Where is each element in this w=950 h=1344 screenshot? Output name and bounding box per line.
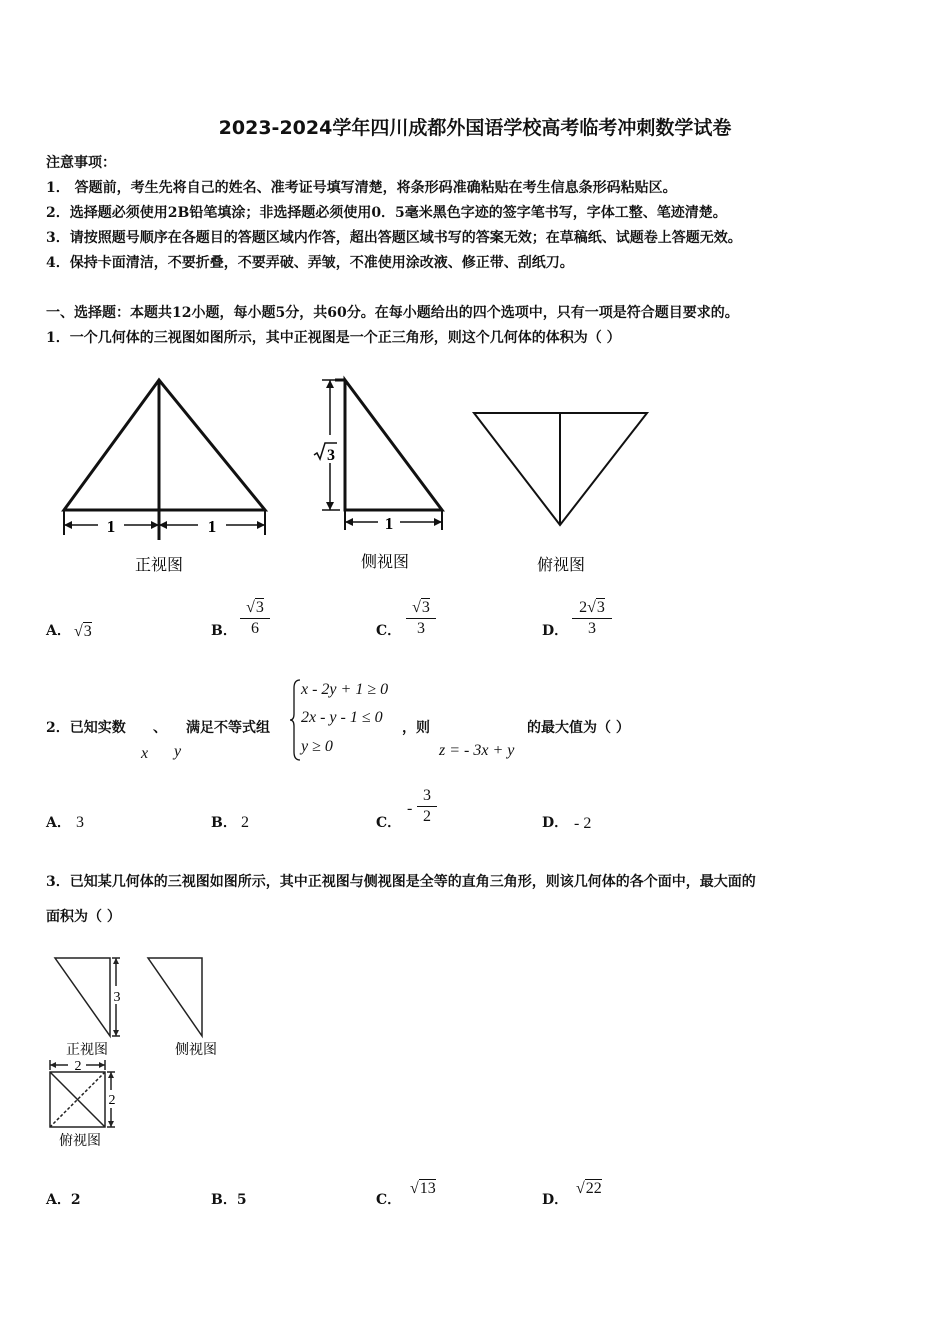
q1-top-caption: 俯视图 — [536, 555, 586, 574]
q2-option-c-label[interactable]: C． — [376, 815, 402, 831]
q3-dim-width: 2 — [74, 1059, 82, 1074]
notice-item-1: 1． 答题前，考生先将自己的姓名、准考证号填写清楚，将条形码准确粘贴在考生信息条形码粘贴区。 — [46, 180, 677, 196]
q1-front-view — [64, 380, 265, 540]
q3-three-views-figure — [40, 948, 240, 1153]
q3-side-view — [148, 958, 202, 1036]
q3-stem-line-1: 3．已知某几何体的三视图如图所示，其中正视图与侧视图是全等的直角三角形，则该几何体的各个面中，最大面的 — [46, 874, 756, 890]
q3-option-c-label[interactable]: C． — [376, 1192, 402, 1208]
q2-var-x: x — [141, 745, 149, 762]
q3-top-caption: 俯视图 — [59, 1134, 101, 1149]
q3-front-view — [55, 958, 110, 1036]
q2-stem-c: ，则 — [402, 720, 430, 736]
q2-stem-d: 的最大值为（ ） — [527, 720, 630, 736]
q1-stem: 1．一个几何体的三视图如图所示，其中正视图是一个正三角形，则这个几何体的体积为（ ） — [46, 330, 621, 346]
q1-top-view — [474, 413, 647, 525]
q2-stem-b: 满足不等式组 — [186, 720, 270, 736]
q3-dim-depth: 2 — [108, 1093, 116, 1108]
q1-three-views-figure — [40, 365, 680, 590]
q2-ineq-1: x - 2y + 1 ≥ 0 — [301, 681, 389, 698]
q3-side-caption: 侧视图 — [175, 1043, 217, 1058]
q1-side-dim-base: 1 — [384, 514, 394, 533]
q3-option-c-value: √13 — [410, 1180, 436, 1197]
q3-dim-height: 3 — [113, 990, 121, 1005]
q1-front-caption: 正视图 — [134, 555, 184, 574]
q1-front-dim-left: 1 — [106, 517, 116, 536]
q1-option-b-label[interactable]: B． — [211, 623, 237, 639]
q2-option-c-value: $\frac{3}{2}$ — [417, 786, 437, 827]
q3-option-d-label[interactable]: D． — [542, 1192, 569, 1208]
q2-option-d-value: - 2 — [574, 815, 592, 832]
q3-option-d-value: √22 — [576, 1180, 602, 1197]
q3-stem-line-2: 面积为（ ） — [46, 909, 121, 925]
q2-ineq-2: 2x - y - 1 ≤ 0 — [301, 709, 383, 726]
q2-option-a-value: 3 — [76, 814, 84, 831]
q1-option-c-value: $\frac{√3}{3}$ — [406, 598, 436, 639]
section-heading: 一、选择题：本题共12小题，每小题5分，共60分。在每小题给出的四个选项中，只有一项是符合题目要求的。 — [46, 305, 739, 321]
q1-side-view — [322, 380, 442, 530]
q1-option-a-value: √3 — [74, 623, 92, 640]
q2-option-b-value: 2 — [241, 814, 249, 831]
q2-option-a-label[interactable]: A． — [46, 815, 71, 831]
notice-item-2: 2．选择题必须使用2B铅笔填涂；非选择题必须使用0．5毫米黑色字迹的签字笔书写，字体工整、笔迹清楚。 — [46, 205, 727, 221]
notice-heading: 注意事项： — [46, 155, 116, 171]
q3-option-b[interactable]: B．5 — [211, 1192, 247, 1208]
notice-item-3: 3．请按照题号顺序在各题目的答题区域内作答，超出答题区域书写的答案无效；在草稿纸、试题卷上答题无效。 — [46, 230, 742, 246]
q1-side-caption: 侧视图 — [360, 552, 410, 571]
q1-side-dim-height: 3 — [327, 447, 335, 464]
q3-front-caption: 正视图 — [66, 1043, 108, 1058]
q3-option-a[interactable]: A．2 — [46, 1192, 81, 1208]
q2-var-y: y — [174, 743, 182, 760]
q1-option-b-value: $\frac{√3}{6}$ — [240, 598, 270, 639]
q2-option-d-label[interactable]: D． — [542, 815, 569, 831]
q1-option-c-label[interactable]: C． — [376, 623, 402, 639]
page-title: 2023-2024学年四川成都外国语学校高考临考冲刺数学试卷 — [218, 117, 732, 139]
q1-option-d-label[interactable]: D． — [542, 623, 569, 639]
q2-option-c-sign: - — [407, 800, 413, 817]
q1-option-d-value: $\frac{2√3}{3}$ — [572, 598, 612, 639]
notice-item-4: 4．保持卡面清洁，不要折叠，不要弄破、弄皱，不准使用涂改液、修正带、刮纸刀。 — [46, 255, 574, 271]
q2-stem-a: 2．已知实数 — [46, 720, 126, 736]
q2-option-b-label[interactable]: B． — [211, 815, 237, 831]
q2-objective: z = - 3x + y — [439, 742, 515, 759]
q2-stem-sep: 、 — [153, 720, 167, 736]
q1-option-a-label[interactable]: A． — [46, 623, 71, 639]
q2-ineq-3: y ≥ 0 — [301, 738, 333, 755]
q3-top-view — [50, 1060, 115, 1127]
q1-front-dim-right: 1 — [207, 517, 217, 536]
